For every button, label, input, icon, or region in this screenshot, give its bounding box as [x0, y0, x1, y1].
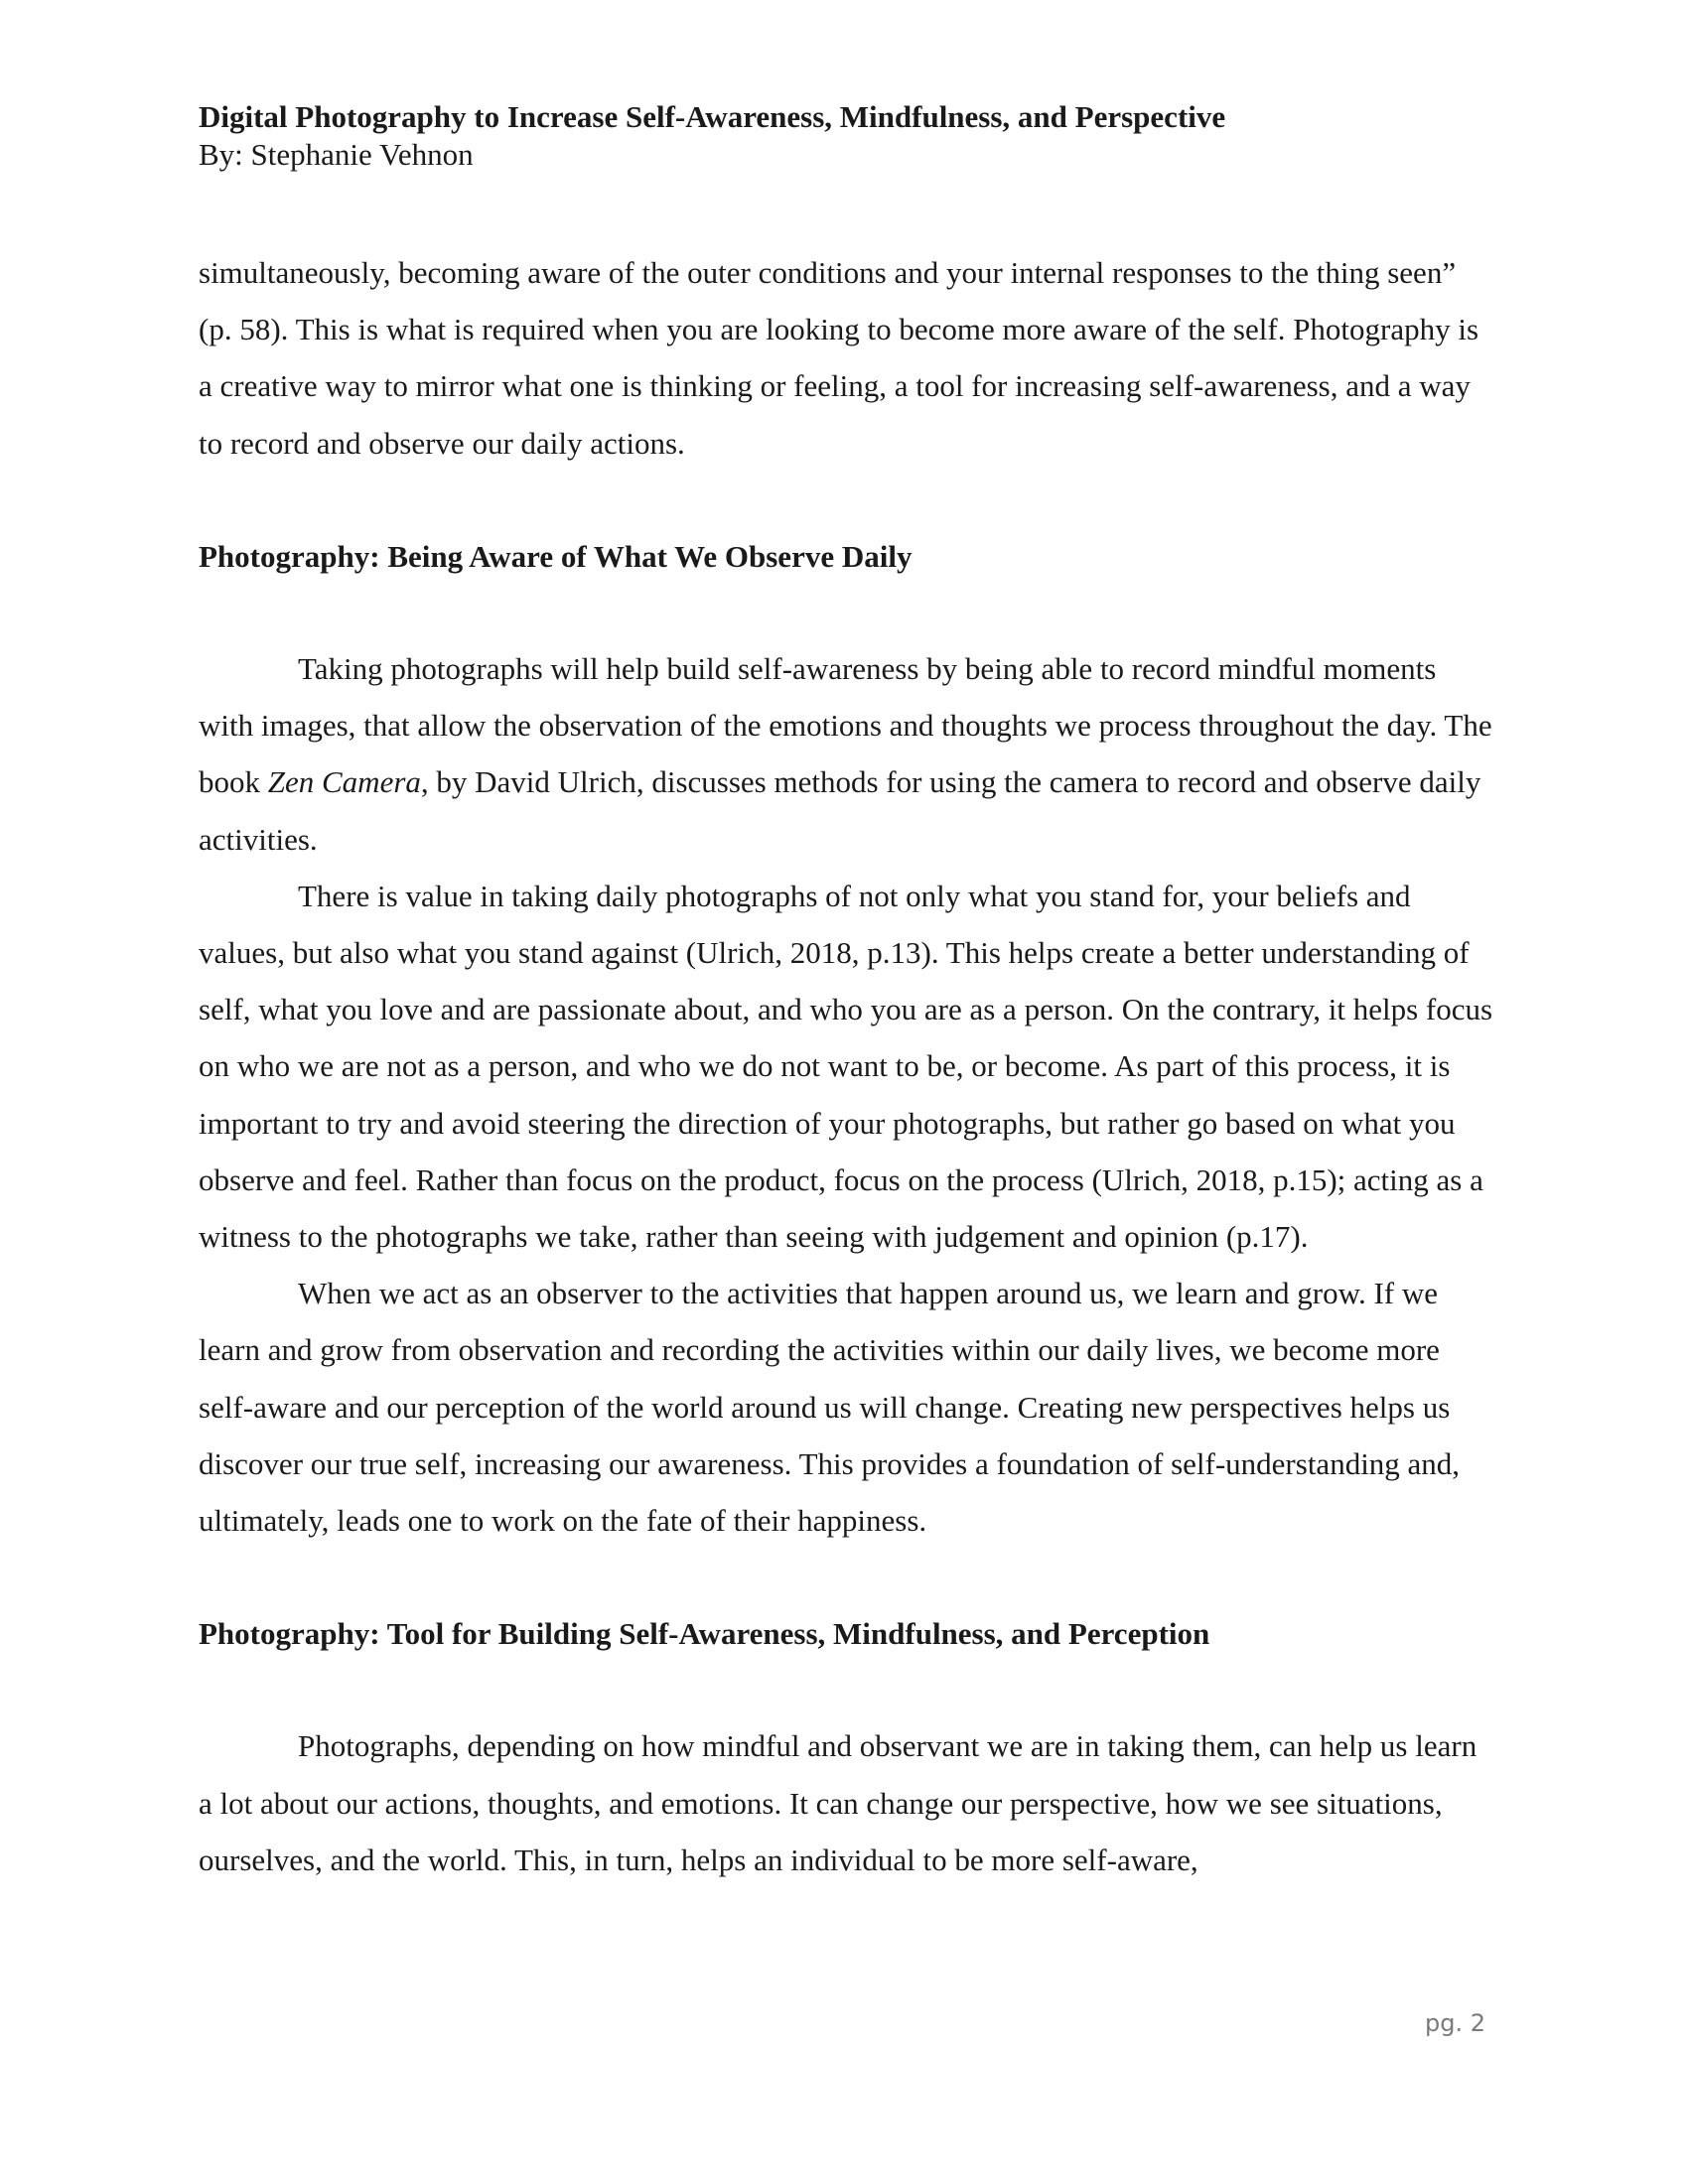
document-body — [199, 244, 1493, 1888]
section2-paragraph-1: Photographs, depending on how mindful and observant we are in taking them, can help us learn a lot about our actions, thoughts, and emotions. It can change our perspective, how we see situations, ourselves, and the world. This, in turn, helps an individual to be more self-aware, — [199, 1728, 1477, 1877]
section-heading-tool-for-building: Photography: Tool for Building Self-Awareness, Mindfulness, and Perception — [199, 1616, 1210, 1652]
author-byline: By: Stephanie Vehnon — [199, 137, 474, 172]
book-title: Zen Camera — [267, 764, 421, 800]
section1-paragraph-2: There is value in taking daily photographs of not only what you stand for, your beliefs and values, but also what you stand against (Ulrich, 2018, p.13). This helps create a better understanding of self, what you love and are passionate about, and who you are as a person. On the contrary, it helps focus on who we are not as a person, and who we do not want to be, or become. As part of this process, it is important to try and avoid steering the direction of your photographs, but rather go based on what you observe and feel. Rather than focus on the product, focus on the process (Ulrich, 2018, p.15); acting as a witness to the photographs we take, rather than seeing with judgement and opinion (p.17). — [199, 878, 1493, 1255]
section1-paragraph-1-text-a: Taking photographs will help build self-awareness by being able to record mindful moments with images, that allow the observation of the emotions and thoughts we process throughout the day. The book — [199, 651, 1492, 800]
intro-paragraph: simultaneously, becoming aware of the outer conditions and your internal responses to the thing seen” (p. 58). This is what is required when you are looking to become more aware of the self. Photography is a creative way to mirror what one is thinking or feeling, a tool for increasing self-awareness, and a way to record and observe our daily actions. — [199, 255, 1479, 461]
section-heading-observe-daily: Photography: Being Aware of What We Observe Daily — [199, 538, 913, 574]
section1-paragraph-1-text-b: , by David Ulrich, discusses methods for using the camera to record and observe daily activities. — [199, 764, 1481, 857]
section1-paragraph-1 — [199, 640, 1493, 868]
section1-paragraph-3: When we act as an observer to the activities that happen around us, we learn and grow. If we learn and grow from observation and recording the activities within our daily lives, we become more self-aware and our perception of the world around us will change. Creating new perspectives helps us discover our true self, increasing our awareness. This provides a foundation of self-understanding and, ultimately, leads one to work on the fate of their happiness. — [199, 1276, 1461, 1539]
running-header — [199, 97, 1489, 173]
page-number: pg. 2 — [1425, 2009, 1485, 2037]
document-title: Digital Photography to Increase Self-Awareness, Mindfulness, and Perspective — [199, 99, 1226, 134]
